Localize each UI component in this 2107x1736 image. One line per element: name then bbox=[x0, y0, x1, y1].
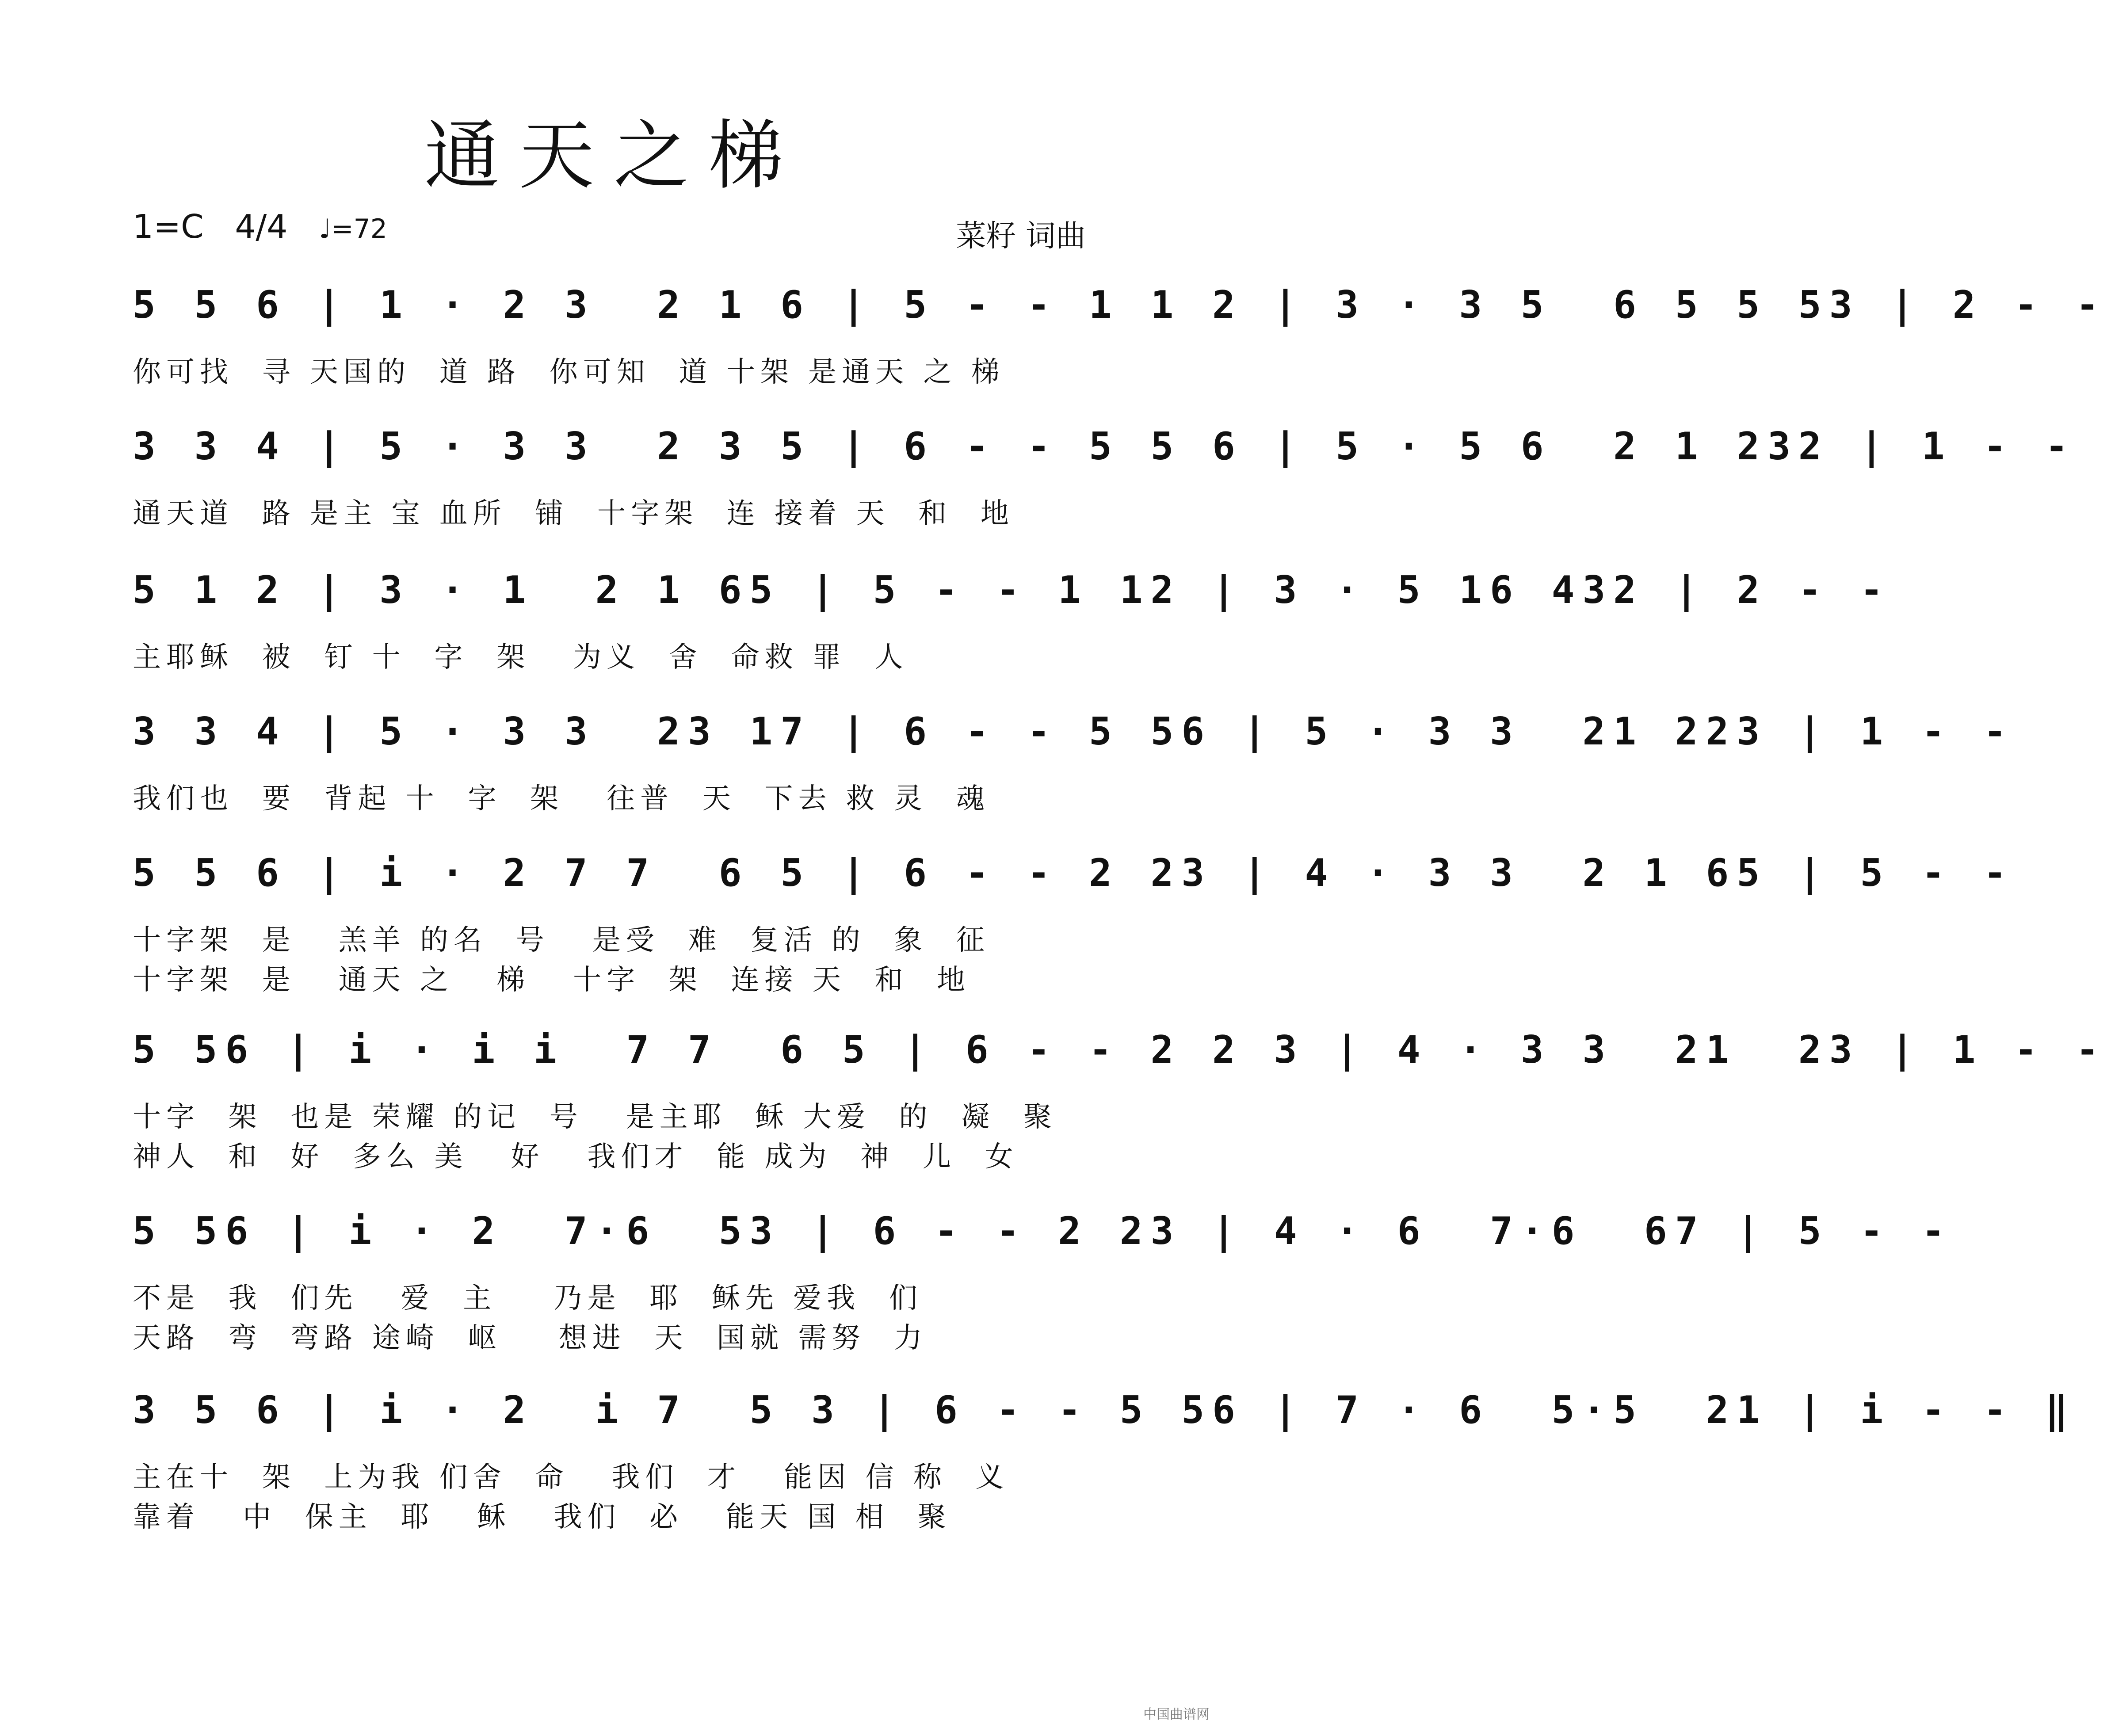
score-system bbox=[133, 1209, 1953, 1354]
lyric-line: 靠着 中 保主 耶 稣 我们 必 能天 国 相 聚 bbox=[133, 1501, 951, 1534]
lyric-line: 我们也 要 背起 十 字 架 往普 天 下去 救 灵 魂 bbox=[133, 782, 990, 815]
score-system bbox=[133, 1388, 2076, 1534]
lyric-line: 主耶稣 被 钉 十 字 架 为义 舍 命救 罪 人 bbox=[133, 641, 908, 674]
score-system bbox=[133, 1028, 2107, 1173]
tempo-marking: ♩=72 bbox=[319, 214, 387, 244]
lyric-line: 天路 弯 弯路 途崎 岖 想进 天 国就 需努 力 bbox=[133, 1322, 928, 1354]
notation-line: 5 56 | i · i i 7 7 6 5 | 6 - - 2 2 3 | 4 · 3 3 21 23 | 1 - - bbox=[133, 1028, 2107, 1072]
score-system bbox=[133, 424, 2076, 566]
song-title: 通天之梯 bbox=[424, 112, 803, 200]
key-signature: 1=C bbox=[133, 208, 204, 246]
notation-line: 5 5 6 | i · 2 7 7 6 5 | 6 - - 2 23 | 4 · 3 3 2 1 65 | 5 - - bbox=[133, 851, 2015, 895]
notation-line: 3 5 6 | i · 2 i 7 5 3 | 6 - - 5 56 | 7 · 6 5·5 21 | i - - ‖ bbox=[133, 1388, 2076, 1432]
lyric-line: 神人 和 好 多么 美 好 我们才 能 成为 神 儿 女 bbox=[133, 1141, 1019, 1173]
score-system bbox=[133, 851, 2015, 996]
credit-line: 菜籽 词曲 bbox=[956, 219, 1086, 254]
watermark: 中国曲谱网 bbox=[1143, 1707, 1210, 1722]
score-system bbox=[133, 283, 2107, 424]
notation-line: 5 56 | i · 2 7·6 53 | 6 - - 2 23 | 4 · 6 7·6 67 | 5 - - bbox=[133, 1209, 1953, 1253]
lyric-line: 十字架 是 羔羊 的名 号 是受 难 复活 的 象 征 bbox=[133, 924, 990, 957]
notation-line: 5 5 6 | 1 · 2 3 2 1 6 | 5 - - 1 1 2 | 3 · 3 5 6 5 5 53 | 2 - - bbox=[133, 283, 2107, 327]
lyric-line: 不是 我 们先 爱 主 乃是 耶 稣先 爱我 们 bbox=[133, 1282, 923, 1315]
lyric-line: 十字 架 也是 荣耀 的记 号 是主耶 稣 大爱 的 凝 聚 bbox=[133, 1101, 1057, 1133]
notation-line: 5 1 2 | 3 · 1 2 1 65 | 5 - - 1 12 | 3 · 5 16 432 | 2 - - bbox=[133, 568, 1891, 612]
notation-line: 3 3 4 | 5 · 3 3 23 17 | 6 - - 5 56 | 5 · 3 3 21 223 | 1 - - bbox=[133, 710, 2015, 754]
notation-line: 3 3 4 | 5 · 3 3 2 3 5 | 6 - - 5 5 6 | 5 · 5 6 2 1 232 | 1 - - bbox=[133, 424, 2076, 469]
lyric-line: 你可找 寻 天国的 道 路 你可知 道 十架 是通天 之 梯 bbox=[133, 356, 1005, 389]
lyric-line: 主在十 架 上为我 们舍 命 我们 才 能因 信 称 义 bbox=[133, 1461, 1009, 1494]
score-system bbox=[133, 568, 1891, 710]
lyric-line: 十字架 是 通天 之 梯 十字 架 连接 天 和 地 bbox=[133, 964, 971, 996]
time-signature: 4/4 bbox=[235, 208, 288, 246]
score-system bbox=[133, 710, 2015, 851]
lyric-line: 通天道 路 是主 宝 血所 铺 十字架 连 接着 天 和 地 bbox=[133, 497, 1014, 530]
header-info bbox=[133, 208, 387, 246]
